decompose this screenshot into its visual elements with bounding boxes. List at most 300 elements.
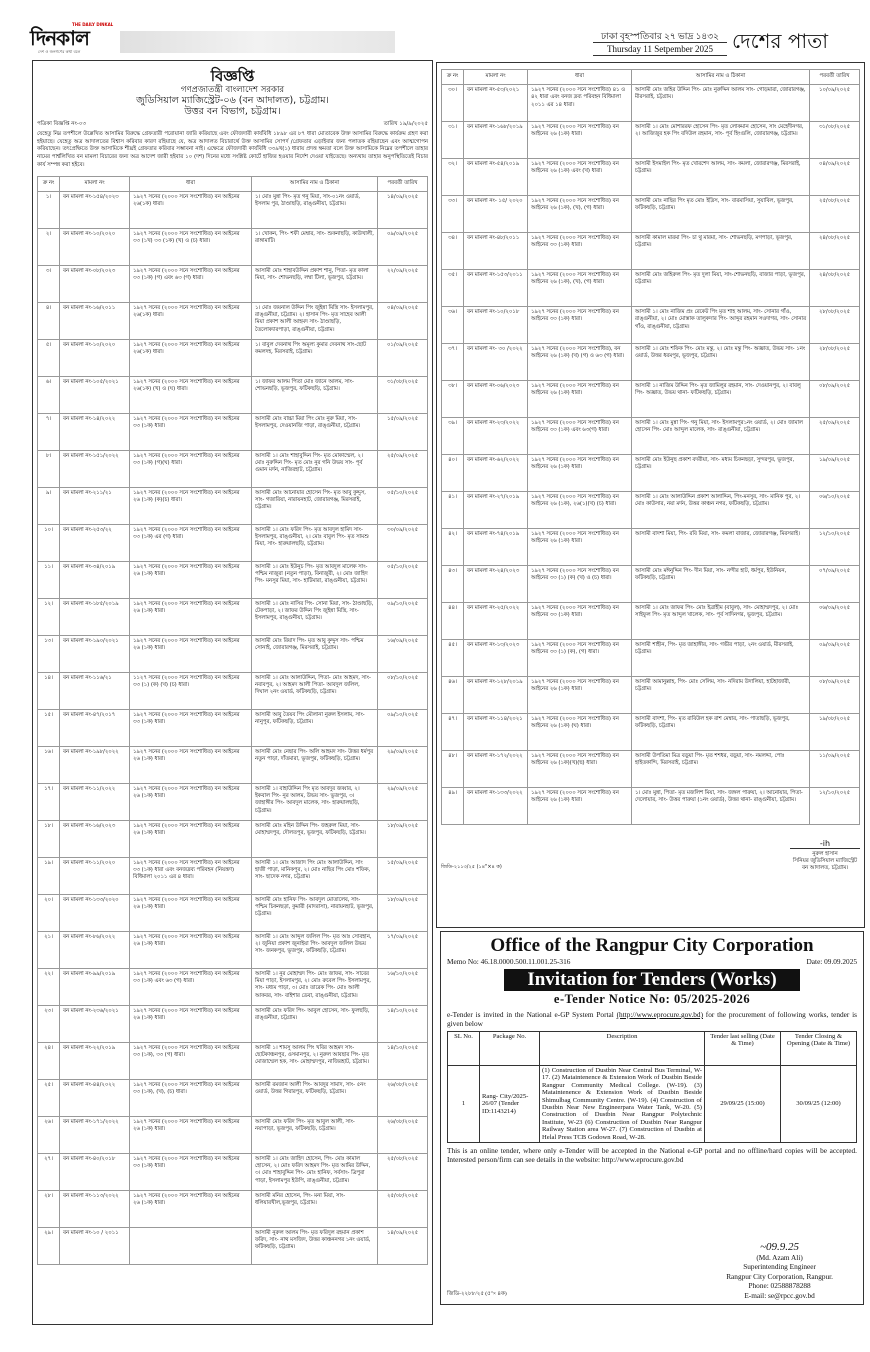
case-no: বন মামলা নং-১১/২০২২ — [60, 783, 130, 820]
case-no: বন মামলা নং-৪৮/২০১১ — [464, 233, 528, 270]
serial-no: ৬। — [38, 376, 60, 413]
law-section: ১৯২৭ সনের (২০০০ সনে সংশোধিত) বন আইনের ২৬ (১ক) ধারা। — [130, 1190, 252, 1227]
serial-no: ২৫। — [38, 1079, 60, 1116]
serial-no: ৪৮। — [442, 751, 464, 788]
accused-name-address: আসামী বাদশা, পিং- মৃত রাবিউল হক রাশ মেম্বার, সাং- পাতাছড়ি, ভূজপুর, ফটিকছড়ি, চট্টগ্রাম। — [632, 714, 810, 751]
law-section: ১৯২৭ সনের (২০০০ সনে সংশোধিত) বন আইনের ৩৩ (১ক) (গ)(ঘ) ধারা। — [130, 450, 252, 487]
case-no: বন মামলা নং-১৬/২০১১ — [60, 302, 130, 339]
accused-name-address: আসামী উপতিমা মিত্র বড়ুয়া পিং- মৃত শশধর, বড়ুয়া, সাং- নমলদ্দা, পোঃ হাইতকান্দি, মিরসরাই, চট্টগ্রাম। — [632, 751, 810, 788]
accused-name-address: আসামী বাদশা মিয়া, পিং- রবি মিয়া, সাং- কমলা বাজার, জোরারগঞ্জ, মিরসরাই। — [632, 529, 810, 566]
next-date: ২৫/০৮/২০২৫ — [378, 1153, 428, 1190]
serial-no: ৩৭। — [442, 344, 464, 381]
signer-org: Rangpur City Corporation, Rangpur. — [726, 1271, 833, 1281]
accused-name-address: আসামী ১। মোঃ ইউনুচ পিং- মৃত আবদুল মালেক সাং- পশ্চিম নাজুরা (নতুন পাড়া), বিনাজুরী, ২। মোঃ জাহিদ পিং- মনসুর মিয়া, সাং- হাটিমারা, রাঙ্গুনীয়া, চট্টগ্রাম। — [252, 561, 378, 598]
law-section: ১৯২৭ সনের (২০০০ সনে সংশোধিত) বন আইনের ৩৩ (১ক) ধারা। — [528, 233, 632, 270]
serial-no: ৪৩। — [442, 566, 464, 603]
next-date: ১২/১০/২০২৫ — [810, 788, 860, 825]
serial-no: ৪৯। — [442, 788, 464, 825]
next-date: ২৬/০৮/২০২৫ — [378, 1116, 428, 1153]
table-row — [38, 524, 428, 561]
case-no: বন মামলা নং-৪৭/২০১৭ — [60, 709, 130, 746]
law-section: ১৯২৭ সনের (২০০০ সনে সংশোধিত) বন আইনের ২৬ (১ক) ধারা। — [528, 788, 632, 825]
law-section: ১৯২৭ সনের (২০০০ সনে সংশোধিত) বন আইনের ৩৩ (১ক) ধারা এবং বনজদ্রব্য পরিবহন (নিয়ন্ত্রণ) বিধিমালা ২০১১ এর ৪ ধারা। — [130, 857, 252, 894]
accused-name-address: আসামী ১। মোঃ নাজিম প্রঃ রেকেট পিং মৃত শাহ আলম, সাং- সোনার গাঁও, রাঙ্গুনীয়া, ২। মোঃ মোস্তাক তালুকদার পিং- আব্দুর রহমান সওদাগর, সাং- সোনার গাঁও, রাঙ্গুনীয়া, চট্টগ্রাম। — [632, 307, 810, 344]
next-date: ১৭/০৯/২০২৫ — [378, 931, 428, 968]
accused-name-address: আসামী মোঃ নাছির পিং মৃত মোঃ ইদ্রিস, সাং- বারমাসিয়া, সুয়াবিল, ভূজপুর, ফটিকছড়ি, চট্টগ্রাম। — [632, 196, 810, 233]
law-section: ১৯২৭ সনের (২০০০ সনে সংশোধিত) বন আইনের ৩৩ (১ক) ধারা। — [528, 307, 632, 344]
accused-name-address: ১। মোঃ মুন্না পিং- মৃত গনু মিয়া, সাং-০১নং ওয়ার্ড, ইসলাম পুর, ঠাণ্ডাছড়ি, রাঙ্গুনীয়া, চট্টগ্রাম। — [252, 191, 378, 228]
table-row — [38, 1190, 428, 1227]
serial-no: ১৮। — [38, 820, 60, 857]
next-date: ১০/০৯/২০২৫ — [810, 85, 860, 122]
serial-no: ৪২। — [442, 529, 464, 566]
next-date: ০৪/০৯/২০২৫ — [810, 159, 860, 196]
case-no: বন মামলা নং-৬২/২০২২ — [464, 455, 528, 492]
next-date: ০৪/০৯/২০২৫ — [378, 302, 428, 339]
accused-name-address: আসামী মোঃ মহিন উদ্দিন পিং- জহরুল মিয়া, সাং- মোহাম্মদপুর, দৌলতপুর, ভূজপুর, ফটিকছড়ি, চট্টগ্রাম। — [252, 820, 378, 857]
law-section: ১৯২৭ সনের (২০০০ সনে সংশোধিত) বন আইনের ২৬ (১ক) ধারা। — [130, 1116, 252, 1153]
tender-description: (1) Construction of Dustbin Near Central Bus Terminal, W-17. (2) Mataintenence & Extension Work of Dustbin Beside Rangpur Community Medical College. (W-19). (3) Mataintenence & Extension Work of Dustbin Beside Shimulbag Community Centre. (W-19). (4) Construction of Dustbin Near New Engineerpara Water Tank, W-20. (5) Construction of Dustbin Near Rangpur Polytechnic Institute, W-23 (6) Construction of Dustbin Near Rangpur Railway Station area W-27. (7) Construction of Dustbin at Helal Press TCB Godown Road, W-28. — [540, 1066, 705, 1143]
law-section: ১৯২৭ সনের (২০০০ সনে সংশোধিত) বন আইনের ২৬(১ক) ধারা। — [130, 339, 252, 376]
next-date: ০৯/০৯/২০২৫ — [810, 640, 860, 677]
col-section: ধারা — [130, 176, 252, 191]
next-date: ০৮/০৯/২০২৫ — [810, 677, 860, 714]
next-date: ০৬/০৯/২০২৫ — [810, 603, 860, 640]
law-section: ১৯২৭ সনের (২০০০ সনে সংশোধিত), বন আইনের ২৬ (১ক) (খ) (গ) ও ৬৩ (গ) ধারা। — [528, 344, 632, 381]
signer-email[interactable]: E-mail: se@rpcc.gov.bd — [744, 1290, 815, 1300]
accused-name-address: আসামী ১। মোঃ আব্দুল জলিল পিং- মৃত আঃ সোবহান, ২। জুনিয়া প্রকাশ জুনাইয়া পিং- আবদুল জলিল উভয় সাং- জনকপুর, ভূজপুর, ফটিকছড়ি, চট্টগ্রাম। — [252, 931, 378, 968]
serial-no: ২৩। — [38, 1005, 60, 1042]
law-section — [130, 1227, 252, 1264]
accused-name-address: আসামী মোঃ জহিরুল পিং- মৃত দুলা মিয়া, সাং-শোভনছড়ি, বাজার পাড়া, ভূজপুর, চট্টগ্রাম। — [632, 270, 810, 307]
serial-no: ৩। — [38, 265, 60, 302]
law-section: ১৯২৭ সনের (২০০০ সনে সংশোধিত) বন আইনের ২৬ (১ক) ধারা। — [130, 931, 252, 968]
next-date: ১৫/০৯/২০২৫ — [378, 857, 428, 894]
law-section: ১৯২৭ সনের (২০০০ সনে সংশোধিত) বন আইনের ২৬ (১ক), ২৬(১)(খ) (চ) ধারা। — [528, 492, 632, 529]
col-selling: Tender last selling (Date & Time) — [705, 1032, 781, 1066]
law-section: ১৯২৭ সনের (২০০০ সনে সংশোধিত) বন আইনের ২৬ (১ক) ধারা। — [528, 455, 632, 492]
next-date: ০৯/১০/২০২৫ — [378, 598, 428, 635]
serial-no: ১। — [38, 191, 60, 228]
next-date: ১৯/০৯/২০২৫ — [810, 455, 860, 492]
table-row — [38, 1153, 428, 1190]
next-date: ০৫/১০/২০২৫ — [378, 487, 428, 524]
table-row — [442, 603, 860, 640]
case-no: বন মামলা নং-১১/২০২০ — [60, 857, 130, 894]
law-section: ১৯২৭ সনের (২০০০ সনে সংশোধিত) বন আইনের ৩৩ (১ক) ধারা। — [528, 603, 632, 640]
serial-no: ২৮। — [38, 1190, 60, 1227]
case-no: বন মামলা নং-১৯০/২০২১ — [60, 635, 130, 672]
col-package: Package No. — [480, 1032, 540, 1066]
case-no: বন মামলা নং-৪৪/২০২২ — [60, 1079, 130, 1116]
law-section: ১৯২৭ সনের (২০০০ সনে সংশোধিত) বন আইনের ২৬ (১ক) ধারা। — [130, 820, 252, 857]
accused-name-address: আসামী মোঃ নেছার পিং- অলি আহমদ সাং- উত্তর ধর্মপুর নতুন পাড়া, দাঁতমারা, ভূজপুর, ফটিকছড়ি, চট্টগ্রাম। — [252, 746, 378, 783]
case-no: বন মামলা নং-৩৪/২০১৯ — [60, 561, 130, 598]
court-notice-continued — [436, 62, 865, 928]
next-date: ১৯/০৮/২০২৫ — [810, 714, 860, 751]
col-description: Description — [540, 1032, 705, 1066]
accused-name-address: আসামী মোঃ মঈনুদ্দিন পিং- দীন মিয়া, সাং- নন্দীর হাট, ধর্মপুর, ইউনিয়ন, ফটিকছড়ি, চট্টগ্রাম। — [632, 566, 810, 603]
ad-code: জিডি-২১১৩/২৫ (১৪"×৪ ক) — [441, 864, 502, 870]
accused-name-address: আসামী কামাল মারমা পিং- চা থু মারমা, সাং- শোভনছড়ি, মগপাড়া, ভূজপুর, চট্টগ্রাম। — [632, 233, 810, 270]
case-no: বন মামলা নং-১৮৫/২০১৯ — [60, 598, 130, 635]
law-section: ১৯২৭ সনের (২০০০ সনে সংশোধিত) বন আইনের ২৬ (১ক) ধারা। — [130, 635, 252, 672]
table-row — [38, 1079, 428, 1116]
serial-no: ৩৪। — [442, 233, 464, 270]
law-section: ১৯২৭ সনের (২০০০ সনে সংশোধিত) বন আইনের ২৬ (১ক) ধারা। — [130, 783, 252, 820]
law-section: ১৯২৭ সনের (২০০০ সনে সংশোধিত) বন আইনের ৩৩ (১) (ক) (খ) ও (চ) ধারা। — [528, 566, 632, 603]
serial-no: ৫। — [38, 339, 60, 376]
table-row — [442, 529, 860, 566]
tender-memo: Memo No: 46.18.0000.500.11.001.25-316 — [447, 957, 571, 966]
case-no: বন মামলা নং-০৮/২০২৩ — [60, 265, 130, 302]
law-section: ১৯২৭ সনের (২০০০ সনে সংশোধিত) বন আইনের ২৬(১ক) (খ) ও (ঘ) ধারা। — [130, 376, 252, 413]
serial-no: ২৪। — [38, 1042, 60, 1079]
next-date: ২৫/০৯/২০২৫ — [378, 450, 428, 487]
law-section: ১৯২৭ সনের (২০০০ সনে সংশোধিত) বন আইনের ২৬ (১ক) (ক)(চ) ধারা। — [130, 487, 252, 524]
accused-name-address: আসামী মোঃ জহির উদ্দিন পিং- মোঃ নুরুদ্দিন আলম সাং- গোড়মারা, জোরারগঞ্জ, মীরসরাই, চট্টগ্রাম। — [632, 85, 810, 122]
next-date: ২৮/০৮/২০২৫ — [810, 344, 860, 381]
table-row — [38, 228, 428, 265]
serial-no: ২২। — [38, 968, 60, 1005]
next-date: ১৪/১০/২০২৫ — [378, 1042, 428, 1079]
case-no: বন মামলা নং-১০৫/২০২১ — [60, 376, 130, 413]
table-row — [38, 820, 428, 857]
date-bengali: ঢাকা বৃহস্পতিবার ২৭ ভাদ্র ১৪৩২ — [593, 30, 727, 43]
case-no: বন মামলা নং-২৭/২০১৯ — [464, 492, 528, 529]
case-no: বন মামলা নং-১৪/২০২২ — [60, 413, 130, 450]
serial-no: ৩৬। — [442, 307, 464, 344]
case-no: বন মামলা নং-১৫৩/২০১১ — [464, 270, 528, 307]
next-date: ১৮/০৯/২০২৫ — [378, 894, 428, 931]
case-no: বন মামলা নং-১০/২০২০ — [60, 339, 130, 376]
law-section: ১৯২৭ সনের (২০০০ সনে সংশোধিত) বন আইনের ৩৩ (১) (ক), (গ) ধারা। — [528, 640, 632, 677]
serial-no: ১১। — [38, 561, 60, 598]
signer-name: (Md. Azam Ali) — [756, 1252, 803, 1262]
signer-title: সিনিয়র জুডিসিয়াল ম্যাজিস্ট্রেট — [792, 858, 858, 864]
next-date: ০৬/১০/২০২৫ — [810, 492, 860, 529]
table-row — [38, 709, 428, 746]
serial-no: ২৭। — [38, 1153, 60, 1190]
case-no: বন মামলা নং-২৩৬/২০২১ — [60, 1005, 130, 1042]
law-section: ১৯২৭ সনের (২০০০ সনে সংশোধিত) বন আইনের ৩৩ (১ক), ৩৩ (গ) ধারা। — [130, 1042, 252, 1079]
case-no: বন মামলা নং-২৫৩/২২ — [60, 524, 130, 561]
serial-no: ২৬। — [38, 1116, 60, 1153]
case-no: বন মামলা নং-১২৮/২০১৯ — [464, 677, 528, 714]
table-row — [38, 339, 428, 376]
table-row — [442, 640, 860, 677]
col-accused: আসামির নাম ও ঠিকানা — [252, 176, 378, 191]
table-row — [442, 122, 860, 159]
law-section: ১৯২৭ সনের (২০০০ সনে সংশোধিত) বন আইনের ৩৩ (১খ) ৩৩ (১ক) (খ) ও (চ) ধারা। — [130, 228, 252, 265]
table-row — [442, 381, 860, 418]
table-row — [442, 751, 860, 788]
table-row — [442, 455, 860, 492]
serial-no: ৪। — [38, 302, 60, 339]
accused-name-address: আসামী ১। নুর মোহাম্মদ পিং- মোঃ জাফর, সাং- সাবের মিয়া পাড়া, ইসলামপুর, ২। মোঃ রুবেল পিং- ইসলামপুর, সাং- মধ্যম পাড়া, ৩। মোঃ তারেক পিং- মোঃ আলী আকবর, সাং- বাইশার ডেবা, রাঙ্গুনীয়া, চট্টগ্রাম। — [252, 968, 378, 1005]
case-no: বন মামলা নং-১১৬/২১ — [60, 672, 130, 709]
next-date: ১২/১০/২০২৫ — [810, 529, 860, 566]
accused-name-address: আসামী মোঃ আনোয়ার হোসেন পিং- মৃত আবু কুদ্দুস, সাং- গজারিয়া, নারায়নহাট, জোরারগঞ্জ, মিরসরাই, চট্টগ্রাম। — [252, 487, 378, 524]
tender-intro — [447, 1010, 857, 1028]
table-row — [442, 307, 860, 344]
law-section: ১৯২৭ সনের (২০০০ সনে সংশোধিত) বন আইনের ৩৩ (১ক) এবং ৬৩ (গ) ধারা। — [130, 968, 252, 1005]
law-section: ১৯২৭ সনের (২০০০ সনে সংশোধিত) ৪১ ও ৪২ ধারা এবং বনজ দ্রব্য পরিবহন বিধিমালা ২০১১ এর ১৪ ধারা। — [528, 85, 632, 122]
law-section: ১৯২৭ সনের (২০০০ সনে সংশোধিত) বন আইনের ২৬(১ক) ধারা। — [130, 302, 252, 339]
notice-title: বিজ্ঞপ্তি — [210, 67, 255, 85]
next-date: ২৬/০৮/২০২৫ — [378, 1079, 428, 1116]
table-row — [38, 191, 428, 228]
accused-name-address: আসামী আবু তৈয়ব পিং মৌলানা নুরুল ইসলাম, সাং- নানুপুর, ফটিকছড়ি, চট্টগ্রাম। — [252, 709, 378, 746]
table-row — [442, 566, 860, 603]
col-serial: ক্র নং — [442, 70, 464, 85]
ad-code: জিডি-২২৮৮/২৫ (৫"× ৪ক) — [447, 1291, 507, 1297]
tender-notice-no: e-Tender Notice No: 05/2025-2026 — [553, 992, 751, 1006]
case-no: বন মামলা নং-১৩৩/২০২২ — [464, 788, 528, 825]
accused-name-address: আসামী ১। মোঃ নাসির পিং- সোনা মিয়া, সাং- ঠাণ্ডাছড়ি, টেকপাড়া, ২। জাফর উদ্দিন পিং জুইন্না মিস্ত্রি, সাং- ইসলামপুর, রাঙ্গুনীয়া, চট্টগ্রাম। — [252, 598, 378, 635]
table-row — [38, 746, 428, 783]
law-section: ১৯২৭ সনের (২০০০ সনে সংশোধিত) বন আইনের ২৬ (১ক) ধারা। — [130, 1005, 252, 1042]
serial-no: ৩২। — [442, 159, 464, 196]
law-section: ১৯২৭ সনের (২০০০ সনে সংশোধিত) বন আইনের ২৬ (১ক) ধারা। — [528, 122, 632, 159]
table-row — [38, 783, 428, 820]
serial-no: ১২। — [38, 598, 60, 635]
table-row — [38, 487, 428, 524]
law-section: ১৯২৭ সনের (২০০০ সনে সংশোধিত) বন আইনের ২৬(১ক) ধারা। — [130, 191, 252, 228]
table-row — [38, 450, 428, 487]
accused-name-address: আসামী ১। মোঃ জাহিদ হোসেন, পিং- মোঃ কামাল হোসেন, ২। মোঃ ফরিদ আহমদ পিং- মৃত আমির উদ্দিন, ৩। মোঃ শাহাবুদ্দিন পিং- মোঃ হানিফ, সর্বসাং- ত্রিপুরা পাড়া, ইসলামপুর ইউপি, রাঙ্গুনীয়া, চট্টগ্রাম। — [252, 1153, 378, 1190]
case-no: বন মামলা নং-২৩/২০২২ — [464, 418, 528, 455]
accused-name-address: আসামী আমানুল্লাহ, পিং- মোঃ সেলিম, সাং- নদিরাম উদালিয়া, হাটহাজারী, চট্টগ্রাম। — [632, 677, 810, 714]
accused-name-address: ১। বাবুল দেবনাথ পিং অমূল্য কুমার দেবনাথ সাং-ছোট কমলদহ, মিরসরাই, চট্টগ্রাম। — [252, 339, 378, 376]
accused-name-address: আসামী মোঃ শাহাবউদ্দিন প্রকাশ শানু, পিতা- মৃত কালা মিয়া, সাং- শোভনছড়ি, লম্বা টিলা, ভূজপুর, চট্টগ্রাম। — [252, 265, 378, 302]
accused-name-address: আসামী ১। মোঃ শাহাবুদ্দিন পিং- মৃত মোকাম্মেল, ২। মোঃ নুরুদ্দিন পিং- মৃত মোঃ নুর গনি উভয় সাং- পূর্ব গুমান মর্দন, নাজিরহাট, চট্টগ্রাম। — [252, 450, 378, 487]
col-serial: ক্র নং — [38, 176, 60, 191]
case-no: বন মামলা নং-১৭২/২০২২ — [464, 751, 528, 788]
case-no: বন মামলা নং-১৫৪/২০২৩ — [60, 191, 130, 228]
case-no: বন মামলা নং-১০/২০২০ — [60, 228, 130, 265]
law-section: ১৯২৭ সনের (২০০০ সনে সংশোধিত) বন আইনের ৩৩ (১ক) ধারা। — [130, 709, 252, 746]
next-date: ০৭/০৯/২০২৫ — [810, 566, 860, 603]
accused-name-address: আসামী ইসমাইল পিং- মৃত খোরশেদ আলম, সাং- কমলা, জোরারগঞ্জ, মিরসরাই, চট্টগ্রাম। — [632, 159, 810, 196]
law-section: ১৯২৭ সনের (২০০০ সনে সংশোধিত) বন আইনের ৩৩ (১ক) এবং ৬৩(গ) ধারা। — [528, 418, 632, 455]
table-row — [442, 196, 860, 233]
serial-no: ৪৭। — [442, 714, 464, 751]
next-date: ২৯/০৯/২০২৫ — [378, 783, 428, 820]
court-notice — [32, 60, 433, 1325]
case-table-left — [37, 176, 428, 1265]
accused-name-address: আসামী নুরুল আলম পিং- মৃত ফরিদুল রহমান প্রকাশ ফরিদ, সাং- নাথ মসজিদ, উত্তর কাঞ্চননগর ১নং ওয়ার্ড, ফটিকছড়ি, চট্টগ্রাম। — [252, 1227, 378, 1264]
next-date: ১৪/০৯/২০২৫ — [378, 191, 428, 228]
accused-name-address: আসামী মোঃ হানিফ পিং- আবদুল মোতালেব, সাং- পশ্চিম চিকনছড়া, কুমারী (মাদরাসা), নারায়নহাট, ভূজপুর, চট্টগ্রাম। — [252, 894, 378, 931]
case-no: বন মামলা নং-২৪/২০২৩ — [464, 566, 528, 603]
law-section: ১৯২৭ সনের (২০০০ সনে সংশোধিত) বন আইনের ২৬ (১ক) ধারা। — [130, 894, 252, 931]
case-no: বন মামলা নং-১৩৩/২০২০ — [60, 894, 130, 931]
newspaper-logo — [30, 22, 114, 60]
table-row — [442, 344, 860, 381]
law-section: ১৯২৭ সনের (২০০০ সনে সংশোধিত) বন আইনের ২৬ (১ক), (খ), (গ) ধারা। — [528, 196, 632, 233]
next-date: ১৫/০৯/২০২৫ — [378, 413, 428, 450]
next-date: ২৯/০৯/২০২৫ — [378, 746, 428, 783]
accused-name-address: আসামী রমজান আলী পিং- আবদুর সামাদ, সাং- ৫নং ওয়ার্ড, উত্তর গিরারপুর, ফটিকছড়ি, চট্টগ্রাম। — [252, 1079, 378, 1116]
serial-no: ২০। — [38, 894, 60, 931]
table-row — [442, 85, 860, 122]
serial-no: ৪৫। — [442, 640, 464, 677]
table-row — [442, 418, 860, 455]
serial-no: ৭। — [38, 413, 60, 450]
tender-row — [448, 1066, 857, 1143]
accused-name-address: আসামী মোঃ বাচ্চা মিয়া পিং মোঃ নুরু মিয়া, সাং- ইসলামপুর, দেওয়ানজি পাড়া, রাঙ্গুনীয়া, চট্টগ্রাম। — [252, 413, 378, 450]
header-banner — [120, 31, 395, 53]
table-row — [442, 677, 860, 714]
serial-no: ২৯। — [38, 1227, 60, 1264]
serial-no: ২১। — [38, 931, 60, 968]
accused-name-address: আসামী ১। মোঃ মোশাররফ হোসেন পিং- মৃত লোকমান হোসেন, সাং মেহেদীনগর, ২। আজিজুর হক পিং বদিউল রহমান, সাং- পূর্ব হিংগুলি, জোরারগঞ্জ, চট্টগ্রাম। — [632, 122, 810, 159]
next-date: ০১/০৯/২০২৫ — [378, 339, 428, 376]
table-row — [38, 894, 428, 931]
accused-name-address: ১। খোকন, পিং- শফী মেম্বার, সাং- শুকনাছড়ি, কাউখালী, রাঙ্গামাটি। — [252, 228, 378, 265]
table-row — [38, 598, 428, 635]
case-no: বন মামলা নং-১৫১/২০২২ — [60, 450, 130, 487]
tender-office: Office of the Rangpur City Corporation — [490, 935, 814, 956]
next-date: ২৪/০৮/২০২৫ — [810, 270, 860, 307]
table-row — [38, 561, 428, 598]
col-accused: আসামির নাম ও ঠিকানা — [632, 70, 810, 85]
magistrate-signature — [790, 839, 860, 872]
case-no: বন মামলা নং- ৩০ /২০২২ — [464, 344, 528, 381]
next-date: ১১/০৯/২০২৫ — [810, 751, 860, 788]
serial-no: ৩৩। — [442, 196, 464, 233]
accused-name-address: আসামী ১। মোঃ আলাউদ্দিন, পিতা- মোঃ আহমদ, সাং- নবাবপুর, ২। আহমদ আলী পিতা- আবদুল জলিল, দিঘাল ২নং ওয়ার্ড, ফটিকছড়ি, চট্টগ্রাম। — [252, 672, 378, 709]
accused-name-address: আসামী ১। মোঃ মুন্না পিং- গনু মিয়া, সাং- ইসলামপুর১নং ওয়ার্ড, ২। মোঃ জামাল হোসেন পিং- মোঃ আব্দুল মালেক, সাং- রাঙ্গুনীয়া, চট্টগ্রাম। — [632, 418, 810, 455]
serial-no: ৪১। — [442, 492, 464, 529]
serial-no: ৩৮। — [442, 381, 464, 418]
serial-no: ১৯। — [38, 857, 60, 894]
law-section: ১৯২৭ সনের (২০০০ সনে সংশোধিত) বন আইনের ৩৩ (১ক) ধারা। — [130, 413, 252, 450]
table-row — [38, 376, 428, 413]
table-row — [442, 714, 860, 751]
table-row — [38, 1042, 428, 1079]
case-no: বন মামলা নং-২৫/২০২২ — [464, 603, 528, 640]
newspaper-header — [0, 22, 870, 60]
law-section: ১৯২৭ সনের (২০০০ সনে সংশোধিত) বন আইনের ২৬ (১ক)(খ)(ছ) ধারা। — [528, 751, 632, 788]
case-no: বন মামলা নং-১০/২০১৮ — [464, 307, 528, 344]
next-date: ০৮/১০/২০২৫ — [378, 672, 428, 709]
serial-no: ৪৬। — [442, 677, 464, 714]
next-date: ১৬/১০/২০২৫ — [378, 968, 428, 1005]
next-date: ৩০/০৯/২০২৫ — [378, 524, 428, 561]
intro-text-end: for the procurement of following works, tender is given below — [447, 1010, 857, 1028]
accused-name-address: আসামী ১। মোঃ জাফর পিং- মোঃ ইব্রাহীম (বাবুল), সাং- মোহাম্মদপুর, ২। মোঃ সাইফুল পিং- মৃত আব্দুল খালেক, সাং- পূর্ব সাদিনগর, ভূজপুর, চট্টগ্রাম। — [632, 603, 810, 640]
law-section: ১৯২৭ সনের (২০০০ সনে সংশোধিত) বন আইনের ৩৩ (১ক) এর (গ) ধারা। — [130, 524, 252, 561]
table-row — [38, 1116, 428, 1153]
law-section: ১৯২৭ সনের (২০০০ সনে সংশোধিত) বন আইনের ৩৩ (১ক) ধারা। — [130, 1153, 252, 1190]
case-no: বন মামলা নং-১৬/২০২৩ — [60, 820, 130, 857]
law-section: ১৯২৭ সনের (২০০০ সনে সংশোধিত) বন আইনের ৩৩ (১ক), (খ), (চ) ধারা। — [130, 1079, 252, 1116]
case-no: বন মামলা নং- ১৫/ ২০২০ — [464, 196, 528, 233]
serial-no: ৩৫। — [442, 270, 464, 307]
serial-no: ৪৪। — [442, 603, 464, 640]
case-no: বন মামলা নং-১৭১/২০২২ — [60, 1116, 130, 1153]
table-row — [38, 931, 428, 968]
case-no: বন মামলা নং-১১৩/২০২২ — [60, 1190, 130, 1227]
accused-name-address: আসামী মোঃ রিয়াদ পিং- মৃত আবু কুদ্দুস সাং- পশ্চিম সোনাই, জোরারগঞ্জ, মিরসরাই, চট্টগ্রাম। — [252, 635, 378, 672]
tender-footer: This is an online tender, where only e-Tender will be accepted in the National e-GP portal and no offline/hard copies will be accepted. Interested person/firm can see details in the website: http://www.eprocure.gov.bd — [447, 1146, 857, 1165]
case-no: বন মামলা নং-৭৪/২০১৯ — [464, 529, 528, 566]
col-case-no: মামলা নং — [60, 176, 130, 191]
next-date: ২৫/০৮/২০২৫ — [810, 196, 860, 233]
case-no: বন মামলা নং-১৬৮/২০১৯ — [464, 122, 528, 159]
next-date: ৩১/০৮/২০২৫ — [378, 376, 428, 413]
law-section: ১৯২৭ সনের (২০০০ সনে সংশোধিত) বন আইনের ২৬ (১ক) এবং (খ) ধারা। — [528, 159, 632, 196]
section-title: দেশের পাতা — [732, 29, 829, 53]
table-row — [442, 492, 860, 529]
case-no: বন মামলা নং-০৬/২০২৩ — [464, 381, 528, 418]
notice-memo: পত্রিকা বিজ্ঞপ্তি নং-০৩ — [37, 121, 87, 127]
next-date: ৩১/০৮/২০২৫ — [810, 122, 860, 159]
tender-selling-date: 29/09/25 (15:00) — [705, 1066, 781, 1143]
tender-notice — [440, 931, 864, 1305]
accused-name-address: আসামী শাহীন, পিং- মৃত জাহাঙ্গীর, সাং- গভীর পাড়া, ২নং ওয়ার্ড, মীরসরাই, চট্টগ্রাম। — [632, 640, 810, 677]
issue-date — [593, 30, 727, 56]
table-row — [38, 857, 428, 894]
logo-text: দিনকাল — [30, 26, 89, 50]
serial-no: ১৩। — [38, 635, 60, 672]
serial-no: ৯। — [38, 487, 60, 524]
next-date: ১৪/১০/২০২৫ — [378, 1005, 428, 1042]
signature-scribble: -ih — [790, 839, 860, 849]
next-date: ২২/০৯/২০২৫ — [378, 265, 428, 302]
col-case-no: মামলা নং — [464, 70, 528, 85]
col-next-date: পরবর্তী তারিখ — [810, 70, 860, 85]
next-date: ০৮/০৯/২০২৫ — [810, 381, 860, 418]
table-row — [442, 159, 860, 196]
serial-no: ৩৯। — [442, 418, 464, 455]
serial-no: ৩০। — [442, 85, 464, 122]
next-date: ২৪/০৮/২০২৫ — [810, 233, 860, 270]
accused-name-address: ১। জাফর আলম পিতা মোঃ জানে আলম, সাং- শোভনছড়ি, ভূজপুর, ফটিকছড়ি, চট্টগ্রাম। — [252, 376, 378, 413]
serial-no: ১৪। — [38, 672, 60, 709]
serial-no: ৮। — [38, 450, 60, 487]
law-section: ১১২৭ সনের (২০০০ সনে সংশোধিত) বন আইনের ৩৩ (১) (ক) (খ) (চ) ধারা। — [130, 672, 252, 709]
case-no: বন মামলা নং-৯৯/২০১৯ — [60, 968, 130, 1005]
next-date: ১৬/০৯/২০২৫ — [378, 635, 428, 672]
notice-date: তারিখ ১৯/৯/২০২৫ — [383, 121, 428, 127]
law-section: ১৯২৭ সনের (২০০০ সনে সংশোধিত) বন আইনের ২৬ (১ক), (খ), (গ) ধারা। — [528, 270, 632, 307]
col-next-date: পরবর্তী তারিখ — [378, 176, 428, 191]
case-no: বন মামলা নং-৫৪/২০১৯ — [464, 159, 528, 196]
notice-division: উত্তর বন বিভাগ, চট্টগ্রাম। — [184, 106, 281, 117]
case-table-right — [441, 69, 860, 825]
col-sl: SL No. — [448, 1032, 480, 1066]
accused-name-address: আসামী ১। শামসু আলম পিং খবির আহমদ সাং- ছোটকাঞ্চনপুর, ওসমানপুর, ২। নুরুল আবছার পিং- মৃত মোজাম্মেল হক, সাং- মোহাম্মদপুর, নাজিরহাট, চট্টগ্রাম। — [252, 1042, 378, 1079]
accused-name-address: ১। মোঃ জয়নাল উদ্দিন পিং জুইন্না মিস্ত্রি সাং- ইসলামপুর, রাঙ্গুনীয়া, চট্টগ্রাম। ২। হাসান পিং- মৃত সাহেব আলী মিয়া প্রকাশ আলী আহমদ সাং- ঠাণ্ডাছড়ি, তৈলোক্যারপাড়া, রাঙ্গুনীয়া, চট্টগ্রাম। — [252, 302, 378, 339]
case-no: বন মামলা নং-১১৪/২০২১ — [464, 714, 528, 751]
logo-english-name: THE DAILY DINKAL — [72, 22, 114, 27]
eprocure-link[interactable]: (http://www.eprocure.gov.bd) — [616, 1010, 703, 1019]
tender-closing-date: 30/09/25 (12:00) — [781, 1066, 857, 1143]
next-date: ২৫/০৮/২০২৫ — [378, 1190, 428, 1227]
signature-scribble: ~09.9.25 — [760, 1240, 800, 1253]
case-no: বন মামলা নং-১৯৮/২০২২ — [60, 746, 130, 783]
next-date: ১৮/০৯/২০২৫ — [378, 820, 428, 857]
accused-name-address: আসামী ১। মোঃ শফিক পিং- মোঃ মন্তু, ২। মোঃ মন্তু পিং- অজ্ঞাত, উভয় সাং- ১নং ওয়ার্ড, উত্তর ধরমপুর, ভূজপুর, চট্টগ্রাম। — [632, 344, 810, 381]
accused-name-address: আসামী ১। বাহাউদ্দিন পিং মৃত আবদুর জব্বার, ২। ইকবাল পিং- নুর আলম, উভয় সাং- ভুজপুর, ৩। জাহাঙ্গীর পিং- আবদুল মালেক, সাং- হারুয়ালছড়ি, চট্টগ্রাম। — [252, 783, 378, 820]
serial-no: ৩১। — [442, 122, 464, 159]
accused-name-address: আসামী মোঃ ইউনুছ প্রকাশ বদরীয়া, সাং- মধ্যম চিকনছড়া, সুন্দরপুর, ভূজপুর, চট্টগ্রাম। — [632, 455, 810, 492]
serial-no: ১৫। — [38, 709, 60, 746]
accused-name-address: আসামী মোঃ ফরিদ পিং- মৃত আবুল আলী, সাং- নয়াপাড়া, ভূজপুর, ফটিকছড়ি, চট্টগ্রাম। — [252, 1116, 378, 1153]
